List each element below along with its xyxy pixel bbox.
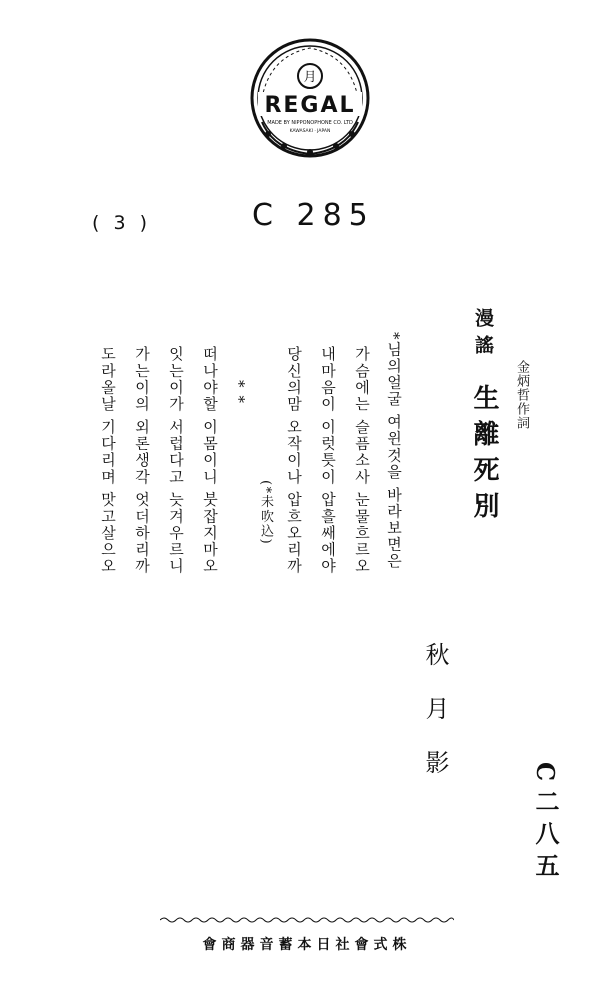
lyric-line: 가는이의 외론생각 엇더하리까	[133, 346, 151, 575]
song-genre: 漫謠	[472, 308, 494, 362]
catalog-number-vertical: C二八五	[531, 762, 560, 886]
lyric-line: 가슴에는 슬픔소사 눈물흐르오	[353, 346, 371, 575]
wavy-separator	[160, 914, 454, 926]
song-title: 生離死別	[469, 384, 499, 528]
page-number: ( 3 )	[92, 212, 151, 234]
lyricist-credit: 金炳哲作詞	[514, 360, 529, 430]
logo-brand: REGAL	[264, 93, 356, 118]
logo-origin: KAWASAKI · JAPAN	[289, 129, 331, 134]
catalog-number: C 285	[252, 198, 375, 233]
lyric-line: 도라올날 기다리며 맛고살으오	[99, 346, 117, 575]
logo-made-by: MADE BY NIPPONOPHONE CO. LTD	[267, 120, 353, 126]
publisher-footer: 株式會社日本蓄音器商會	[202, 937, 412, 953]
lyric-note: (*未吹込)	[258, 480, 273, 546]
singer-name: 秋月影	[421, 642, 449, 804]
lyric-line: 당신의맘 오작이나 압흐오리까	[285, 346, 303, 575]
logo-emblem: 月	[303, 70, 317, 85]
lyric-line: *님의얼굴 여윈것을 바라보면은	[385, 332, 403, 570]
lyric-line: 떠나야할 이몸이니 붓잡지마오	[201, 346, 219, 575]
lyric-line: 잇는이가 서럽다고 늣겨우르니	[167, 346, 185, 575]
verse-separator: * *	[230, 380, 248, 405]
lyric-line: 내마음이 이럿틋이 압흘쌔에야	[319, 346, 337, 575]
regal-logo	[248, 36, 372, 160]
